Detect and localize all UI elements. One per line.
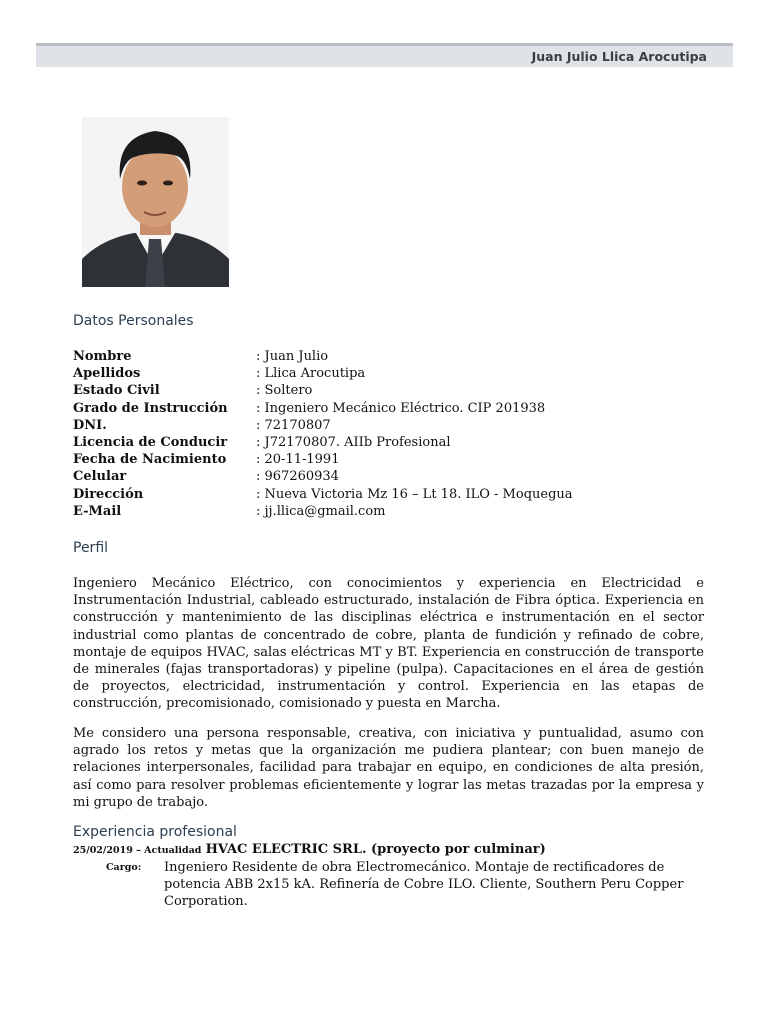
personal-data-row	[73, 382, 713, 399]
personal-data-label: Estado Civil	[73, 383, 160, 399]
job-company: HVAC ELECTRIC SRL. (proyecto por culminar)	[205, 842, 546, 857]
personal-data-label: Nombre	[73, 349, 132, 364]
profile-paragraph-1: Ingeniero Mecánico Eléctrico, con conocimientos y experiencia en Electricidad e Instrumentación Industrial, cableado estructurado, instalación de Fibra óptica. Experiencia en construcción y mantenimiento de las disciplinas eléctrica e instrumentación en el sector industrial como plantas de concentrado de cobre, planta de fundición y refinado de cobre, montaje de equipos HVAC, salas eléctricas MT y BT. Experiencia en construcción de transporte de minerales (fajas transportadoras) y pipeline (pulpa). Capacitaciones en el área de gestión de proyectos, electricidad, instrumentación y control. Experiencia en las etapas de construcción, precomisionado, comisionado y puesta en Marcha.	[73, 576, 704, 712]
section-title-experiencia: Experiencia profesional	[73, 824, 237, 840]
cargo-description: Ingeniero Residente de obra Electromecánico. Montaje de rectificadores de potencia ABB 2x15 kA. Refinería de Cobre ILO. Cliente, Southern Peru Copper Corporation.	[164, 860, 684, 910]
personal-data-row	[73, 468, 713, 485]
personal-data-row	[73, 451, 713, 468]
personal-data-row	[73, 348, 713, 365]
personal-data-row	[73, 434, 713, 451]
personal-data-value: : Juan Julio	[256, 349, 329, 364]
cargo-label: Cargo:	[106, 862, 142, 873]
personal-data-label: Licencia de Conducir	[73, 435, 228, 451]
personal-data-value: : jj.llica@gmail.com	[256, 503, 386, 519]
personal-data-row	[73, 400, 713, 417]
personal-data-value: : Soltero	[256, 383, 313, 399]
personal-data-label: Dirección	[73, 486, 144, 502]
personal-data-value: : Llica Arocutipa	[256, 366, 366, 382]
personal-data-label: Apellidos	[73, 366, 141, 382]
personal-data-label: Celular	[73, 469, 127, 485]
header-bar	[36, 43, 733, 67]
profile-paragraph-2: Me considero una persona responsable, creativa, con iniciativa y puntualidad, asumo con agrado los retos y metas que la organización me pudiera plantear; con buen manejo de relaciones interpersonales, facilidad para trabajar en equipo, en condiciones de alta presión, así como para resolver problemas eficientemente y lograr las metas trazadas por la empresa y mi grupo de trabajo.	[73, 726, 704, 810]
personal-data-value: : 967260934	[256, 469, 339, 485]
section-title-perfil: Perfil	[73, 540, 109, 556]
personal-data-row	[73, 417, 713, 434]
section-title-datos: Datos Personales	[73, 313, 194, 329]
personal-data-label: DNI.	[73, 417, 107, 433]
profile-photo	[82, 117, 229, 287]
job-dates: 25/02/2019 – Actualidad	[73, 845, 202, 856]
personal-data-label: Fecha de Nacimiento	[73, 452, 227, 468]
header-name: Juan Julio Llica Arocutipa	[531, 49, 707, 64]
personal-data-value: : J72170807. AIIb Profesional	[256, 435, 451, 451]
personal-data-value: : Nueva Victoria Mz 16 – Lt 18. ILO - Moquegua	[256, 486, 573, 502]
job-entry-header	[73, 842, 546, 857]
personal-data-list	[73, 348, 713, 520]
personal-data-row	[73, 365, 713, 382]
personal-data-row	[73, 486, 713, 503]
personal-data-label: Grado de Instrucción	[73, 400, 228, 416]
personal-data-value: : 20-11-1991	[256, 452, 340, 468]
personal-data-value: : 72170807	[256, 417, 331, 433]
personal-data-label: E-Mail	[73, 503, 122, 519]
personal-data-row	[73, 503, 713, 520]
personal-data-value: : Ingeniero Mecánico Eléctrico. CIP 201938	[256, 400, 546, 416]
